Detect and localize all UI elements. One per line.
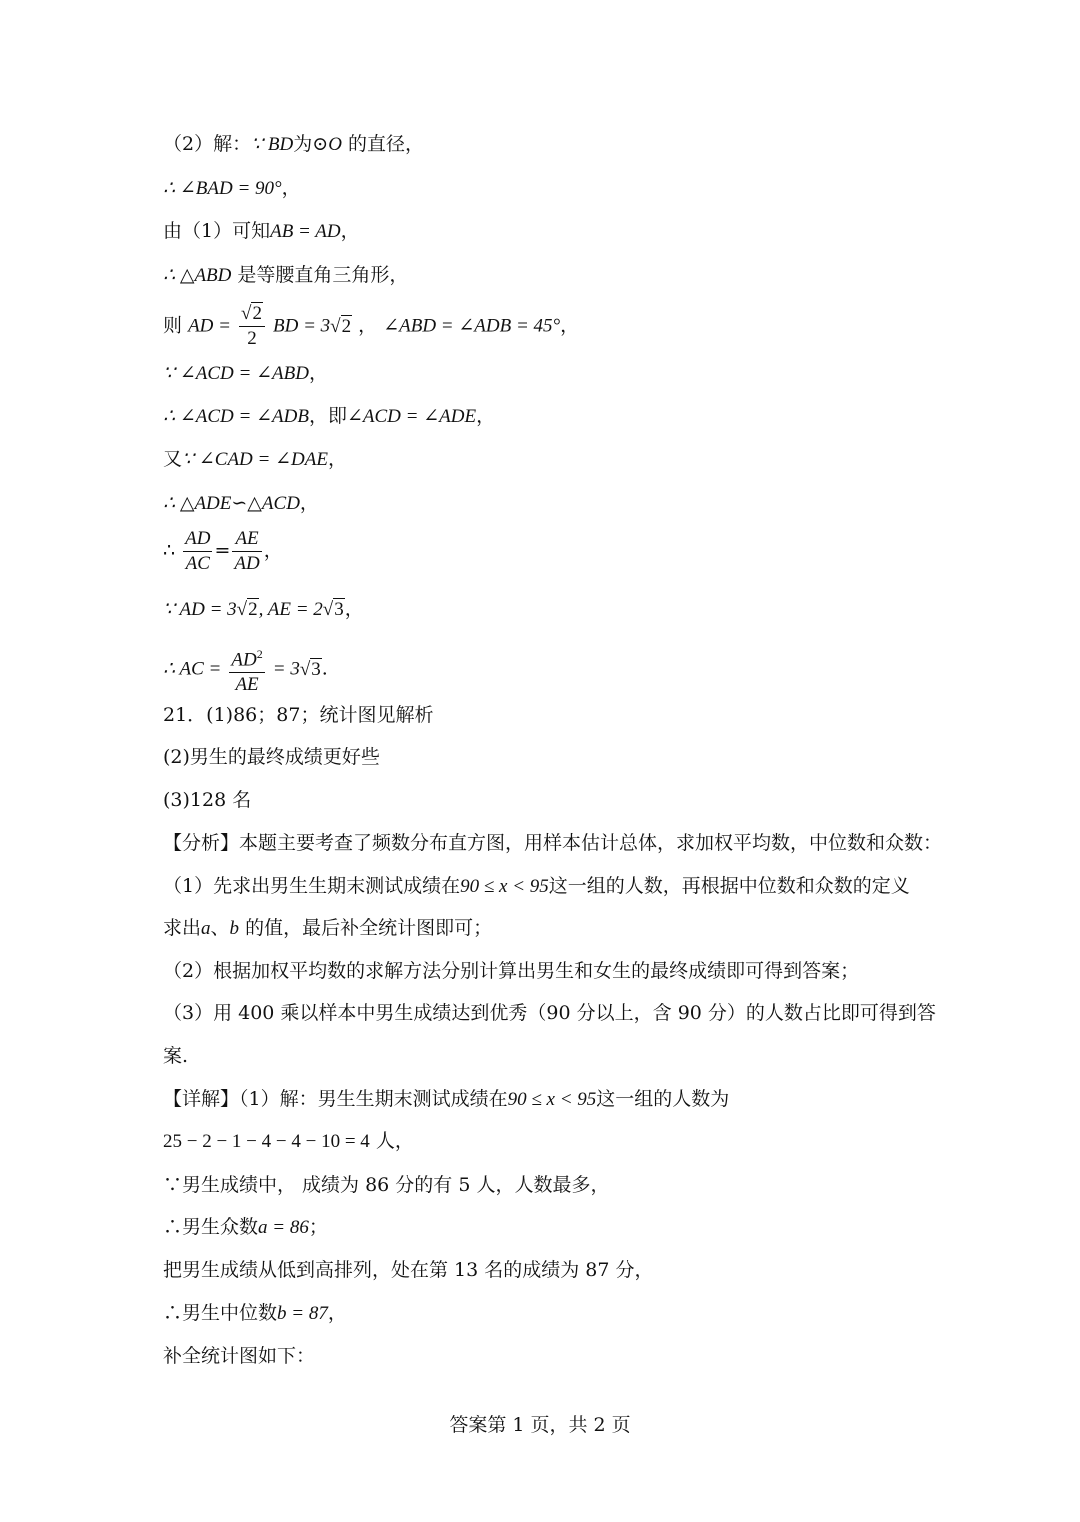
text: ∴: [163, 1302, 183, 1324]
line-given-values: ∵ AD = 3√2, AE = 2√3，: [163, 598, 364, 620]
text: 男生成绩中， 成绩为 86 分的有 5 人，人数最多，: [182, 1174, 610, 1196]
exponent: 2: [256, 647, 263, 661]
math: ∠ACD = ∠ADE: [346, 406, 477, 427]
line-q21-answer-1: 21．(1)86；87；统计图见解析: [163, 704, 434, 726]
line-acd-adb: [163, 404, 495, 429]
text: 这一组的人数，再根据中位数和众数的定义: [548, 875, 910, 897]
math: AD =: [188, 315, 231, 337]
line-ab-ad: [163, 219, 360, 244]
fraction: [229, 642, 264, 697]
text: 是等腰直角三角形，: [231, 264, 409, 286]
text: ，: [476, 405, 496, 427]
math: , AE = 2: [258, 599, 323, 620]
text: ，: [327, 448, 347, 470]
line-median-reason: 把男生成绩从低到高排列，处在第 13 名的成绩为 87 分，: [163, 1259, 654, 1281]
line-complete-chart: 补全统计图如下：: [163, 1345, 316, 1367]
math: ∵ ∠CAD = ∠DAE: [182, 449, 328, 470]
text: 求出: [163, 917, 202, 939]
page-footer: 答案第 1 页，共 2 页: [449, 1414, 631, 1436]
line-analysis-2: （2）根据加权平均数的求解方法分别计算出男生和女生的最终成绩即可得到答案；: [163, 960, 860, 982]
radicand: 2: [248, 599, 258, 620]
text: ；: [308, 1216, 328, 1238]
radicand: 2: [341, 315, 352, 337]
text: 【详解】（1）解：男生生期末测试成绩在: [163, 1088, 508, 1110]
text: 男生中位数: [182, 1302, 278, 1324]
math: b: [229, 918, 240, 939]
text: .: [321, 657, 328, 680]
text: ，即: [308, 405, 347, 427]
line-solution-2: [163, 132, 424, 157]
text: 男生众数: [182, 1216, 259, 1238]
line-mode: [163, 1215, 328, 1240]
text: （1）先求出男生生期末测试成绩在: [163, 875, 461, 897]
line-ratio: [163, 527, 283, 576]
line-mode-reason: [163, 1173, 609, 1197]
math: AB = AD: [270, 221, 341, 242]
text: ，: [308, 362, 328, 384]
math: 25 − 2 − 1 − 4 − 4 − 10 = 4: [163, 1131, 370, 1152]
line-analysis-3: （3）用 400 乘以样本中男生成绩达到优秀（90 分以上，含 90 分）的人数占比即可得到答: [163, 1002, 936, 1024]
text: 又: [163, 448, 183, 470]
line-ad-value: 则 AD = $\frac{√2}{2}$ BD = 3√2 ， ∠ABD = ∠ADB = 45°，: [163, 303, 580, 349]
math: ∵ BD: [251, 134, 294, 155]
math: ∴ ∠ACD = ∠ADB: [163, 406, 309, 427]
text: ∴: [163, 539, 176, 562]
math: ∴ AC =: [163, 658, 222, 680]
text: 、: [210, 917, 230, 939]
line-analysis-3b: 案.: [163, 1045, 189, 1067]
text: 为⊙: [293, 133, 329, 155]
math: 90 ≤ x < 95: [507, 1089, 597, 1110]
text: ，: [358, 314, 378, 337]
line-q21-answer-2: (2)男生的最终成绩更好些: [163, 746, 380, 768]
text: ，: [281, 177, 301, 199]
line-angle-bad: [163, 176, 301, 201]
radicand: 3: [334, 599, 344, 620]
text: ，: [344, 598, 364, 620]
math: ∴ △ABD: [163, 265, 232, 286]
line-similar: [163, 491, 319, 516]
math: ∴ ∠BAD = 90°: [163, 178, 282, 199]
line-acd-abd: [163, 361, 328, 386]
text: ，: [340, 220, 360, 242]
line-analysis-1: [163, 874, 910, 899]
fraction: $\frac{√2}{2}$: [239, 302, 265, 351]
fraction: [183, 527, 212, 576]
math: ∴ △ADE∽△ACD: [163, 493, 300, 514]
line-detail: [163, 1087, 729, 1112]
numerator: AD: [183, 527, 212, 552]
numerator: AE: [232, 527, 261, 552]
denominator: AC: [185, 553, 210, 574]
fraction: [232, 527, 261, 576]
math: = 3: [272, 658, 300, 680]
text: ，: [327, 1302, 347, 1324]
line-analysis-1b: [163, 916, 492, 941]
text: ∴: [163, 1216, 183, 1238]
math: a = 86: [258, 1217, 309, 1238]
text: =: [214, 539, 231, 562]
text: ∵: [163, 1174, 183, 1196]
radicand: 2: [252, 303, 262, 324]
line-analysis: 【分析】本题主要考查了频数分布直方图，用样本估计总体，求加权平均数，中位数和众数：: [163, 832, 943, 854]
math: ∠ABD = ∠ADB = 45°: [383, 315, 561, 337]
text: ，: [299, 492, 319, 514]
numerator: AD: [231, 649, 257, 671]
text: 人，: [369, 1130, 414, 1152]
denominator: AE: [235, 674, 259, 696]
line-q21-answer-3: (3)128 名: [163, 789, 252, 811]
denominator: AD: [234, 553, 260, 574]
line-cad-dae: [163, 447, 347, 472]
line-count: [163, 1129, 414, 1154]
line-ac-result: ∴ AC = $\frac{AD^2}{AE}$ = 3√3.: [163, 642, 328, 697]
line-isosceles: [163, 263, 408, 288]
text: 则: [163, 314, 183, 337]
math: 90 ≤ x < 95: [460, 876, 549, 897]
math: ∵ ∠ACD = ∠ABD: [163, 363, 309, 384]
text: 的值，最后补全统计图即可；: [239, 917, 493, 939]
text: 的直径，: [341, 133, 424, 155]
math: O: [328, 134, 342, 155]
denominator: 2: [247, 328, 257, 349]
text: 由（1）可知: [163, 220, 271, 242]
radicand: 3: [311, 658, 321, 680]
text: ，: [560, 314, 580, 337]
text: ，: [263, 539, 283, 562]
math: a: [201, 918, 211, 939]
math: BD = 3: [273, 315, 331, 337]
math: b = 87: [277, 1303, 328, 1324]
text: （2）解：: [163, 133, 252, 155]
math: ∵ AD = 3: [163, 599, 237, 620]
line-median: [163, 1301, 347, 1326]
text: 这一组的人数为: [596, 1088, 730, 1110]
